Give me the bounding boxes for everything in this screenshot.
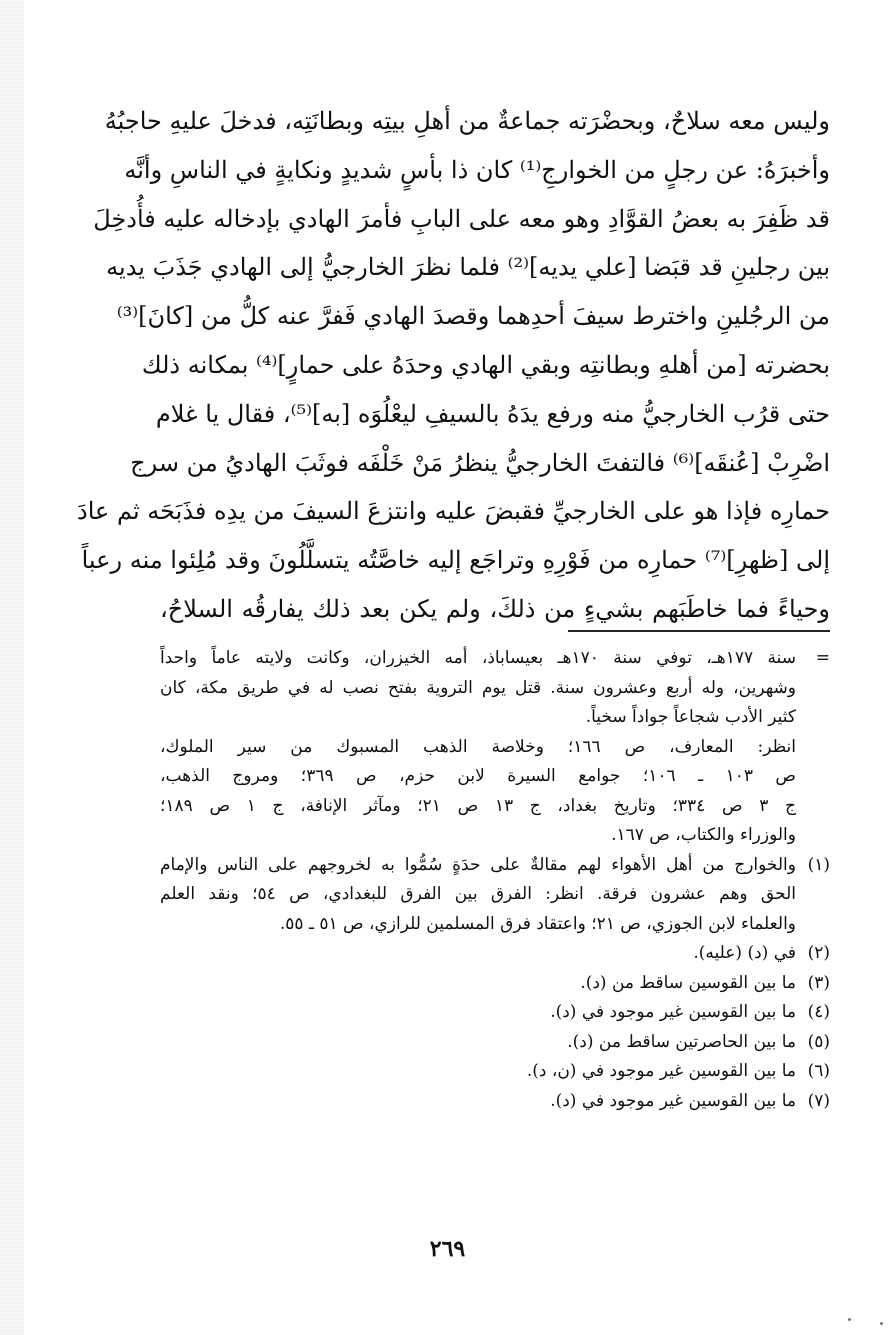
footnote-marker: (٦) [807,1061,830,1081]
footnote-line: كثير الأدب شجاعاً جواداً سخياً. [585,707,796,727]
footnote-separator [568,630,830,632]
footnote-line: ما بين القوسين غير موجود في (ن، د). [526,1061,796,1081]
footnote-marker: (٥) [807,1031,830,1052]
footnote-marker: (٧) [807,1090,830,1111]
footnote-line: سنة ١٧٧هـ، توفي سنة ١٧٠هـ بعيساباذ، أمه الخيزران، وكانت ولايته عاماً واحداً [160,648,796,668]
footnote-line: ما بين الحاصرتين ساقط من (د). [567,1031,796,1052]
footnote-marker: (٢) [807,943,830,963]
main-text-line: بحضرته [من أهلهِ وبطانتِه وبقي الهادي وحدَهُ على حمارٍ]⁽⁴⁾ بمكانه ذلك [141,350,830,379]
footnote-marker: (٤) [807,1002,830,1022]
scan-speck [848,1318,851,1321]
footnote-line: في (د) (عليه). [693,943,796,963]
footnote-line: ما بين القوسين ساقط من (د). [580,972,796,993]
main-text-line: حتى قرُب الخارجيُّ منه ورفع يدَهُ بالسيفِ ليعْلُوَه [به]⁽⁵⁾، فقال يا غلام [155,399,830,428]
footnote-marker: (١) [807,854,830,875]
footnote-7 [160,1087,830,1117]
main-text-line: وليس معه سلاحٌ، وبحضْرَته جماعةٌ من أهلِ بيتِه وبطانَتِه، فدخلَ عليهِ حاجبُهُ [104,107,830,135]
main-text-line: اضْرِبْ [عُنقَه]⁽⁶⁾ فالتفتَ الخارجيُّ ينظرُ مَنْ خَلْفَه فوثَبَ الهاديُ من سرج [130,448,830,477]
footnote-6 [160,1057,830,1087]
footnote-line: ما بين القوسين غير موجود في (د). [550,1090,796,1111]
main-text-line: حمارِه فإذا هو على الخارجيِّ فقبضَ عليه وانتزعَ السيفَ من يدِه فذَبَحَه ثم عادَ [77,497,830,526]
footnote-line: والوزراء والكتاب، ص ١٦٧. [611,825,796,845]
main-text-line: قد ظَفِرَ به بعضُ القوَّادِ وهو معه على البابِ فأمرَ الهادي بإدخاله عليه فأُدخِلَ [93,204,830,233]
main-text-line: بين رجلينِ قد قبَضا [علي يديه]⁽²⁾ فلما نظرَ الخارجيُّ إلى الهادي جَذَبَ يديه [106,253,830,282]
footnote-1 [160,851,830,940]
footnote-5 [160,1028,830,1058]
footnote-line: ج ٣ ص ٣٣٤؛ وتاريخ بغداد، ج ١٣ ص ٢١؛ ومآثر الإنافة، ج ١ ص ١٨٩؛ [160,795,796,816]
main-text-line: وحياءً فما خاطَبَهم بشيءٍ من ذلكَ، ولم يكن بعد ذلك يفارقُه السلاحُ، [160,594,830,623]
footnote-2 [160,939,830,969]
footnote-line: الحق وهم عشرون فرقة. انظر: الفرق بين الفرق للبغدادي، ص ٥٤؛ ونقد العلم [160,884,796,904]
footnote-3 [160,969,830,999]
main-text [77,97,830,634]
footnote-line: انظر: المعارف، ص ١٦٦؛ وخلاصة الذهب المسبوك من سير الملوك، [160,736,797,757]
main-text-line: من الرجُلينِ واخترط سيفَ أحدِهما وقصدَ الهادي فَفرَّ عنه كلُّ من [كانَ]⁽³⁾ [116,302,830,331]
scan-speck [880,1322,883,1325]
footnote-marker: = [815,648,830,668]
page-spine-shadow [0,0,24,1335]
footnote-line: وشهرين، وله أربع وعشرون سنة. قتل يوم التروية بفتح نصب له في طريق مكة، كان [160,677,796,698]
footnote-4 [160,998,830,1028]
page-number: ٢٦٩ [429,1236,466,1262]
footnote-line: ما بين القوسين غير موجود في (د). [550,1002,796,1022]
footnote-references [160,733,830,851]
footnote-marker: (٣) [807,972,830,993]
footnote-line: ص ١٠٣ ـ ١٠٦؛ جوامع السيرة لابن حزم، ص ٣٦٩؛ ومروج الذهب، [160,766,796,786]
footnote-line: والخوارج من أهل الأهواء لهم مقالةٌ على حدَةٍ سُمُّوا به لخروجهم على الناس والإمام [160,854,796,875]
footnotes [160,644,830,1116]
footnote-continuation [160,644,830,733]
main-text-line: وأخبرَهُ: عن رجلٍ من الخوارجِ⁽¹⁾ كان ذا بأسٍ شديدٍ ونكايةٍ في الناسِ وأنَّه [124,155,830,184]
footnote-line: والعلماء لابن الجوزي، ص ٢١؛ واعتقاد فرق المسلمين للرازي، ص ٥١ ـ ٥٥. [279,913,796,934]
main-text-line: إلى [ظهرِ]⁽⁷⁾ حمارِه من فَوْرِهِ وتراجَع إليه خاصَّتُه يتسلَّلُونَ وقد مُلِئوا منه رعباً [81,546,830,575]
